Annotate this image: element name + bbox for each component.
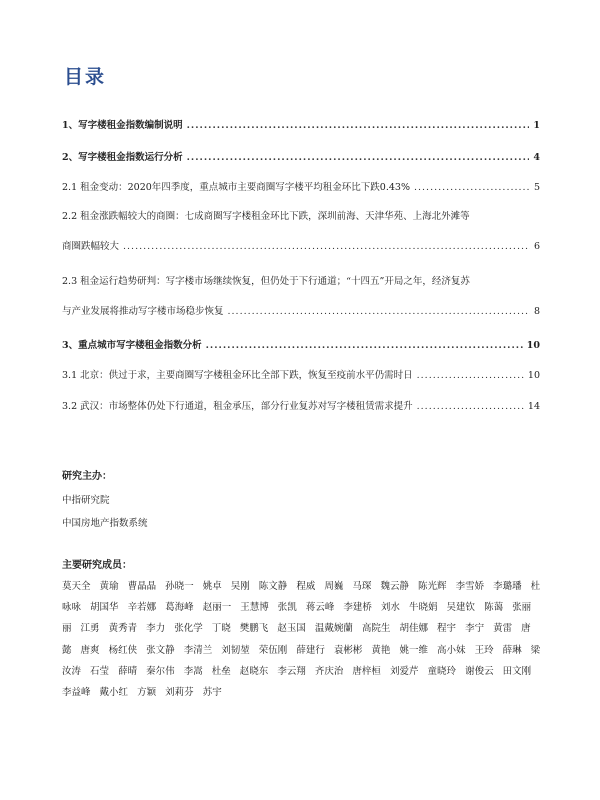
member-name: 辛若娜	[127, 602, 157, 614]
toc-entry-1[interactable]	[62, 120, 540, 132]
member-name: 葛海峰	[165, 602, 194, 614]
member-name: 薛晴	[118, 665, 138, 677]
toc-page-number: 14	[527, 401, 540, 412]
members-heading: 主要研究成员：	[62, 560, 132, 571]
member-name: 陈文静	[258, 581, 288, 592]
toc-entry-text: 2、写字楼租金指数运行分析	[62, 152, 183, 163]
member-name: 周巍	[324, 581, 344, 592]
member-name: 李璐璠	[493, 581, 522, 592]
toc-entry-continuation: 商圈跌幅较大	[62, 241, 120, 252]
member-name: 戴小红	[99, 687, 129, 699]
member-name: 赵晓东	[239, 665, 269, 677]
member-name: 黄艳	[371, 644, 391, 656]
member-name: 姚卓	[202, 581, 222, 592]
member-name: 苏宇	[202, 687, 222, 699]
member-name: 赵玉国	[277, 623, 306, 635]
member-name: 李嵩	[183, 665, 203, 677]
member-name: 赵丽一	[202, 602, 232, 614]
member-name: 王玲	[474, 644, 494, 656]
host-heading: 研究主办：	[62, 471, 112, 482]
member-name: 张文静	[146, 644, 175, 656]
member-name: 吴刚	[230, 581, 250, 592]
member-name: 荣伍刚	[258, 644, 288, 656]
member-name: 张丽丽	[62, 602, 532, 635]
member-name: 李宁	[465, 623, 485, 635]
member-name: 薛琳	[502, 644, 522, 656]
member-name: 吴建钦	[446, 602, 476, 614]
leader-dots	[228, 306, 530, 318]
member-name: 杨红侠	[108, 644, 138, 656]
host-org-1: 中指研究院	[62, 495, 110, 506]
member-name: 李雪娇	[455, 581, 485, 592]
toc-entry-2[interactable]	[62, 152, 540, 164]
member-name: 秦尔伟	[146, 665, 175, 677]
toc-entry-text: 2.2 租金涨跌幅较大的商圈：七成商圈写字楼租金环比下跌，深圳前海、天津华苑、上海北外滩等	[62, 211, 470, 222]
toc-page-number: 4	[533, 152, 540, 163]
member-name: 黄瑜	[99, 581, 119, 592]
member-name: 薛建行	[296, 644, 325, 656]
toc-entry-text: 3.2 武汉：市场整体仍处下行通道，租金承压，部分行业复苏对写字楼租赁需求提升	[62, 401, 413, 412]
leader-dots	[414, 182, 530, 194]
member-name: 李云翔	[277, 665, 306, 677]
toc-entry-2-1[interactable]	[62, 182, 540, 194]
toc-page-number: 10	[527, 370, 540, 381]
toc-entry-text: 1、写字楼租金指数编制说明	[62, 120, 183, 131]
toc-entry-continuation: 与产业发展将推动写字楼市场稳步恢复	[62, 306, 224, 317]
member-name: 姚一维	[399, 644, 428, 656]
member-name: 高院生	[361, 623, 391, 635]
member-name: 马琛	[352, 581, 372, 592]
member-name: 李力	[146, 623, 166, 635]
member-name: 张化学	[174, 623, 203, 635]
leader-dots	[417, 370, 524, 382]
member-name: 程威	[296, 581, 316, 592]
member-name: 李清兰	[183, 644, 213, 656]
member-name: 杜垒	[211, 665, 231, 677]
member-name: 蒋云峰	[305, 602, 335, 614]
member-name: 江勇	[80, 623, 100, 635]
member-name: 张凯	[277, 602, 297, 614]
toc-entry-text: 2.3 租金运行趋势研判：写字楼市场继续恢复，但仍处于下行通道；“十四五”开局之年，经济复苏	[62, 276, 470, 287]
toc-entry-text: 3.1 北京：供过于求，主要商圈写字楼租金环比全部下跌，恢复至疫前水平仍需时日	[62, 370, 413, 381]
member-name: 李建桥	[343, 602, 372, 614]
member-name: 程宇	[437, 623, 457, 635]
toc-page-number: 5	[533, 182, 540, 193]
member-name: 黄雷	[493, 623, 513, 635]
member-name: 田文刚	[502, 665, 532, 677]
member-name: 莫天全	[62, 581, 91, 592]
member-name: 樊鹏飞	[239, 623, 269, 635]
member-name: 牛晓娟	[408, 602, 438, 614]
member-name: 陈光辉	[418, 581, 447, 592]
member-name: 高小妹	[437, 644, 466, 656]
member-name: 刘水	[380, 602, 400, 614]
toc-entry-2-2[interactable]	[62, 211, 540, 253]
member-name: 石莹	[90, 665, 110, 677]
leader-dots	[417, 401, 524, 413]
member-name: 唐懿	[62, 623, 531, 656]
member-name: 温戴婉蘭	[314, 623, 353, 635]
member-name: 杜咏咏	[62, 581, 541, 614]
leader-dots	[187, 120, 530, 132]
member-name: 王慧博	[240, 602, 269, 614]
member-name: 谢俊云	[465, 665, 494, 677]
member-name: 梁汝涛	[62, 644, 541, 677]
leader-dots	[187, 152, 530, 164]
member-name: 胡佳娜	[399, 623, 428, 635]
toc-entry-text: 2.1 租金变动：2020年四季度，重点城市主要商圈写字楼平均租金环比下跌0.43%	[62, 182, 410, 193]
member-name: 曹晶晶	[127, 581, 157, 592]
toc-entry-3-1[interactable]	[62, 370, 540, 382]
page-title: 目录	[64, 66, 107, 88]
member-name: 方颖	[137, 687, 157, 699]
member-name: 袁彬彬	[333, 644, 363, 656]
member-name: 丁晓	[211, 623, 231, 635]
member-name: 魏云静	[380, 581, 409, 592]
toc-entry-2-3[interactable]	[62, 276, 540, 318]
toc-entry-3[interactable]	[62, 340, 540, 352]
member-name: 胡国华	[90, 602, 119, 614]
member-name: 齐庆治	[314, 665, 344, 677]
toc-page-number: 1	[533, 120, 540, 131]
toc-page-number: 6	[533, 241, 540, 252]
members-list	[62, 576, 542, 703]
leader-dots	[206, 340, 523, 352]
toc-entry-text: 3、重点城市写字楼租金指数分析	[62, 340, 202, 351]
leader-dots	[123, 241, 530, 253]
toc-entry-3-2[interactable]	[62, 401, 540, 413]
member-name: 唐梓桓	[352, 665, 381, 677]
member-name: 陈蔼	[484, 602, 504, 614]
toc-page-number: 10	[526, 340, 540, 351]
member-name: 刘莉芬	[165, 687, 194, 699]
member-name: 刘韧堃	[221, 644, 250, 656]
member-name: 刘爱芹	[389, 665, 419, 677]
member-name: 孙晓一	[165, 581, 194, 592]
member-name: 李益峰	[62, 687, 91, 699]
member-name: 唐爽	[80, 644, 100, 656]
host-org-2: 中国房地产指数系统	[62, 518, 148, 529]
member-name: 黄秀青	[108, 623, 138, 635]
toc-page-number: 8	[533, 306, 540, 317]
member-name: 童晓玲	[427, 665, 457, 677]
